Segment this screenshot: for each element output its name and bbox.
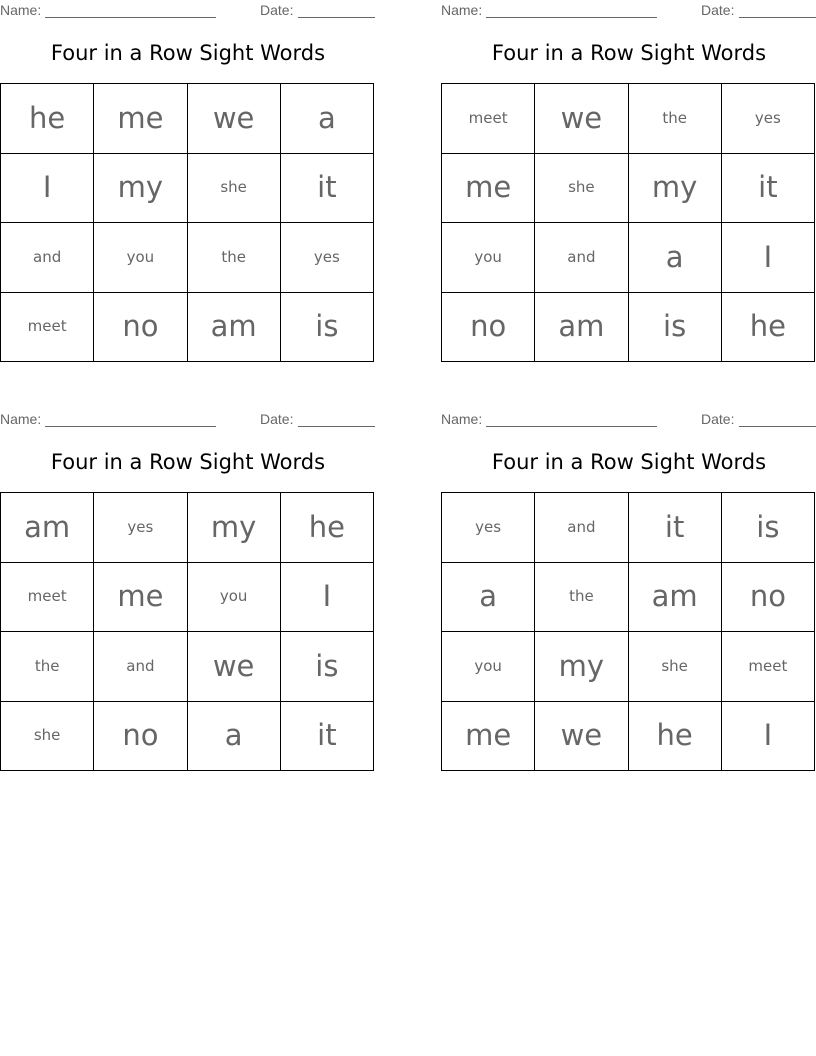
word-cell: we xyxy=(188,84,281,154)
word-cell: yes xyxy=(94,493,187,563)
word-cell: you xyxy=(442,632,535,702)
word-cell: no xyxy=(94,702,187,772)
word-cell: she xyxy=(1,702,94,772)
date-label: Date: xyxy=(260,411,294,427)
date-label: Date: xyxy=(260,2,294,18)
bingo-card xyxy=(441,409,816,779)
word-cell: meet xyxy=(442,84,535,154)
name-date-row xyxy=(0,2,376,20)
word-cell: she xyxy=(188,154,281,224)
word-cell: it xyxy=(281,702,374,772)
card-title: Four in a Row Sight Words xyxy=(491,450,767,474)
word-cell: he xyxy=(1,84,94,154)
name-label: Name: xyxy=(0,2,42,18)
word-cell: me xyxy=(442,154,535,224)
date-label: Date: xyxy=(701,411,735,427)
word-cell: my xyxy=(535,632,628,702)
word-cell: the xyxy=(629,84,722,154)
word-cell: and xyxy=(535,493,628,563)
word-cell: meet xyxy=(1,563,94,633)
word-cell: yes xyxy=(281,223,374,293)
card-title: Four in a Row Sight Words xyxy=(50,450,326,474)
date-label: Date: xyxy=(701,2,735,18)
word-cell: yes xyxy=(722,84,815,154)
word-cell: he xyxy=(629,702,722,772)
bingo-card xyxy=(0,0,376,370)
word-cell: the xyxy=(1,632,94,702)
date-blank-line xyxy=(739,17,816,18)
word-cell: I xyxy=(722,223,815,293)
word-cell: it xyxy=(629,493,722,563)
name-blank-line xyxy=(486,17,657,18)
word-grid xyxy=(0,83,374,362)
word-cell: we xyxy=(535,84,628,154)
name-label: Name: xyxy=(441,2,483,18)
word-cell: you xyxy=(188,563,281,633)
word-cell: is xyxy=(629,293,722,363)
name-label: Name: xyxy=(0,411,42,427)
name-date-row xyxy=(441,411,816,429)
word-cell: and xyxy=(94,632,187,702)
word-cell: no xyxy=(442,293,535,363)
word-cell: am xyxy=(188,293,281,363)
card-title: Four in a Row Sight Words xyxy=(491,41,767,65)
word-cell: he xyxy=(722,293,815,363)
name-date-row xyxy=(441,2,816,20)
word-cell: I xyxy=(722,702,815,772)
word-cell: is xyxy=(281,293,374,363)
name-date-row xyxy=(0,411,376,429)
word-cell: it xyxy=(722,154,815,224)
word-cell: you xyxy=(94,223,187,293)
word-cell: no xyxy=(94,293,187,363)
word-cell: the xyxy=(535,563,628,633)
word-cell: my xyxy=(629,154,722,224)
word-cell: I xyxy=(1,154,94,224)
word-cell: we xyxy=(535,702,628,772)
word-cell: it xyxy=(281,154,374,224)
word-cell: meet xyxy=(1,293,94,363)
word-cell: my xyxy=(188,493,281,563)
word-cell: am xyxy=(1,493,94,563)
word-cell: my xyxy=(94,154,187,224)
word-cell: you xyxy=(442,223,535,293)
word-cell: the xyxy=(188,223,281,293)
date-blank-line xyxy=(298,426,375,427)
word-cell: a xyxy=(442,563,535,633)
word-cell: am xyxy=(629,563,722,633)
name-label: Name: xyxy=(441,411,483,427)
word-cell: and xyxy=(535,223,628,293)
bingo-card xyxy=(441,0,816,370)
word-cell: a xyxy=(629,223,722,293)
date-blank-line xyxy=(298,17,375,18)
name-blank-line xyxy=(486,426,657,427)
word-cell: me xyxy=(442,702,535,772)
word-grid xyxy=(0,492,374,771)
word-cell: and xyxy=(1,223,94,293)
name-blank-line xyxy=(45,17,216,18)
card-title: Four in a Row Sight Words xyxy=(50,41,326,65)
word-cell: a xyxy=(281,84,374,154)
word-grid xyxy=(441,492,815,771)
word-grid xyxy=(441,83,815,362)
word-cell: a xyxy=(188,702,281,772)
word-cell: me xyxy=(94,563,187,633)
bingo-card xyxy=(0,409,376,779)
word-cell: she xyxy=(629,632,722,702)
date-blank-line xyxy=(739,426,816,427)
word-cell: she xyxy=(535,154,628,224)
word-cell: meet xyxy=(722,632,815,702)
word-cell: am xyxy=(535,293,628,363)
word-cell: we xyxy=(188,632,281,702)
word-cell: he xyxy=(281,493,374,563)
word-cell: is xyxy=(281,632,374,702)
word-cell: yes xyxy=(442,493,535,563)
name-blank-line xyxy=(45,426,216,427)
word-cell: I xyxy=(281,563,374,633)
word-cell: is xyxy=(722,493,815,563)
word-cell: me xyxy=(94,84,187,154)
word-cell: no xyxy=(722,563,815,633)
